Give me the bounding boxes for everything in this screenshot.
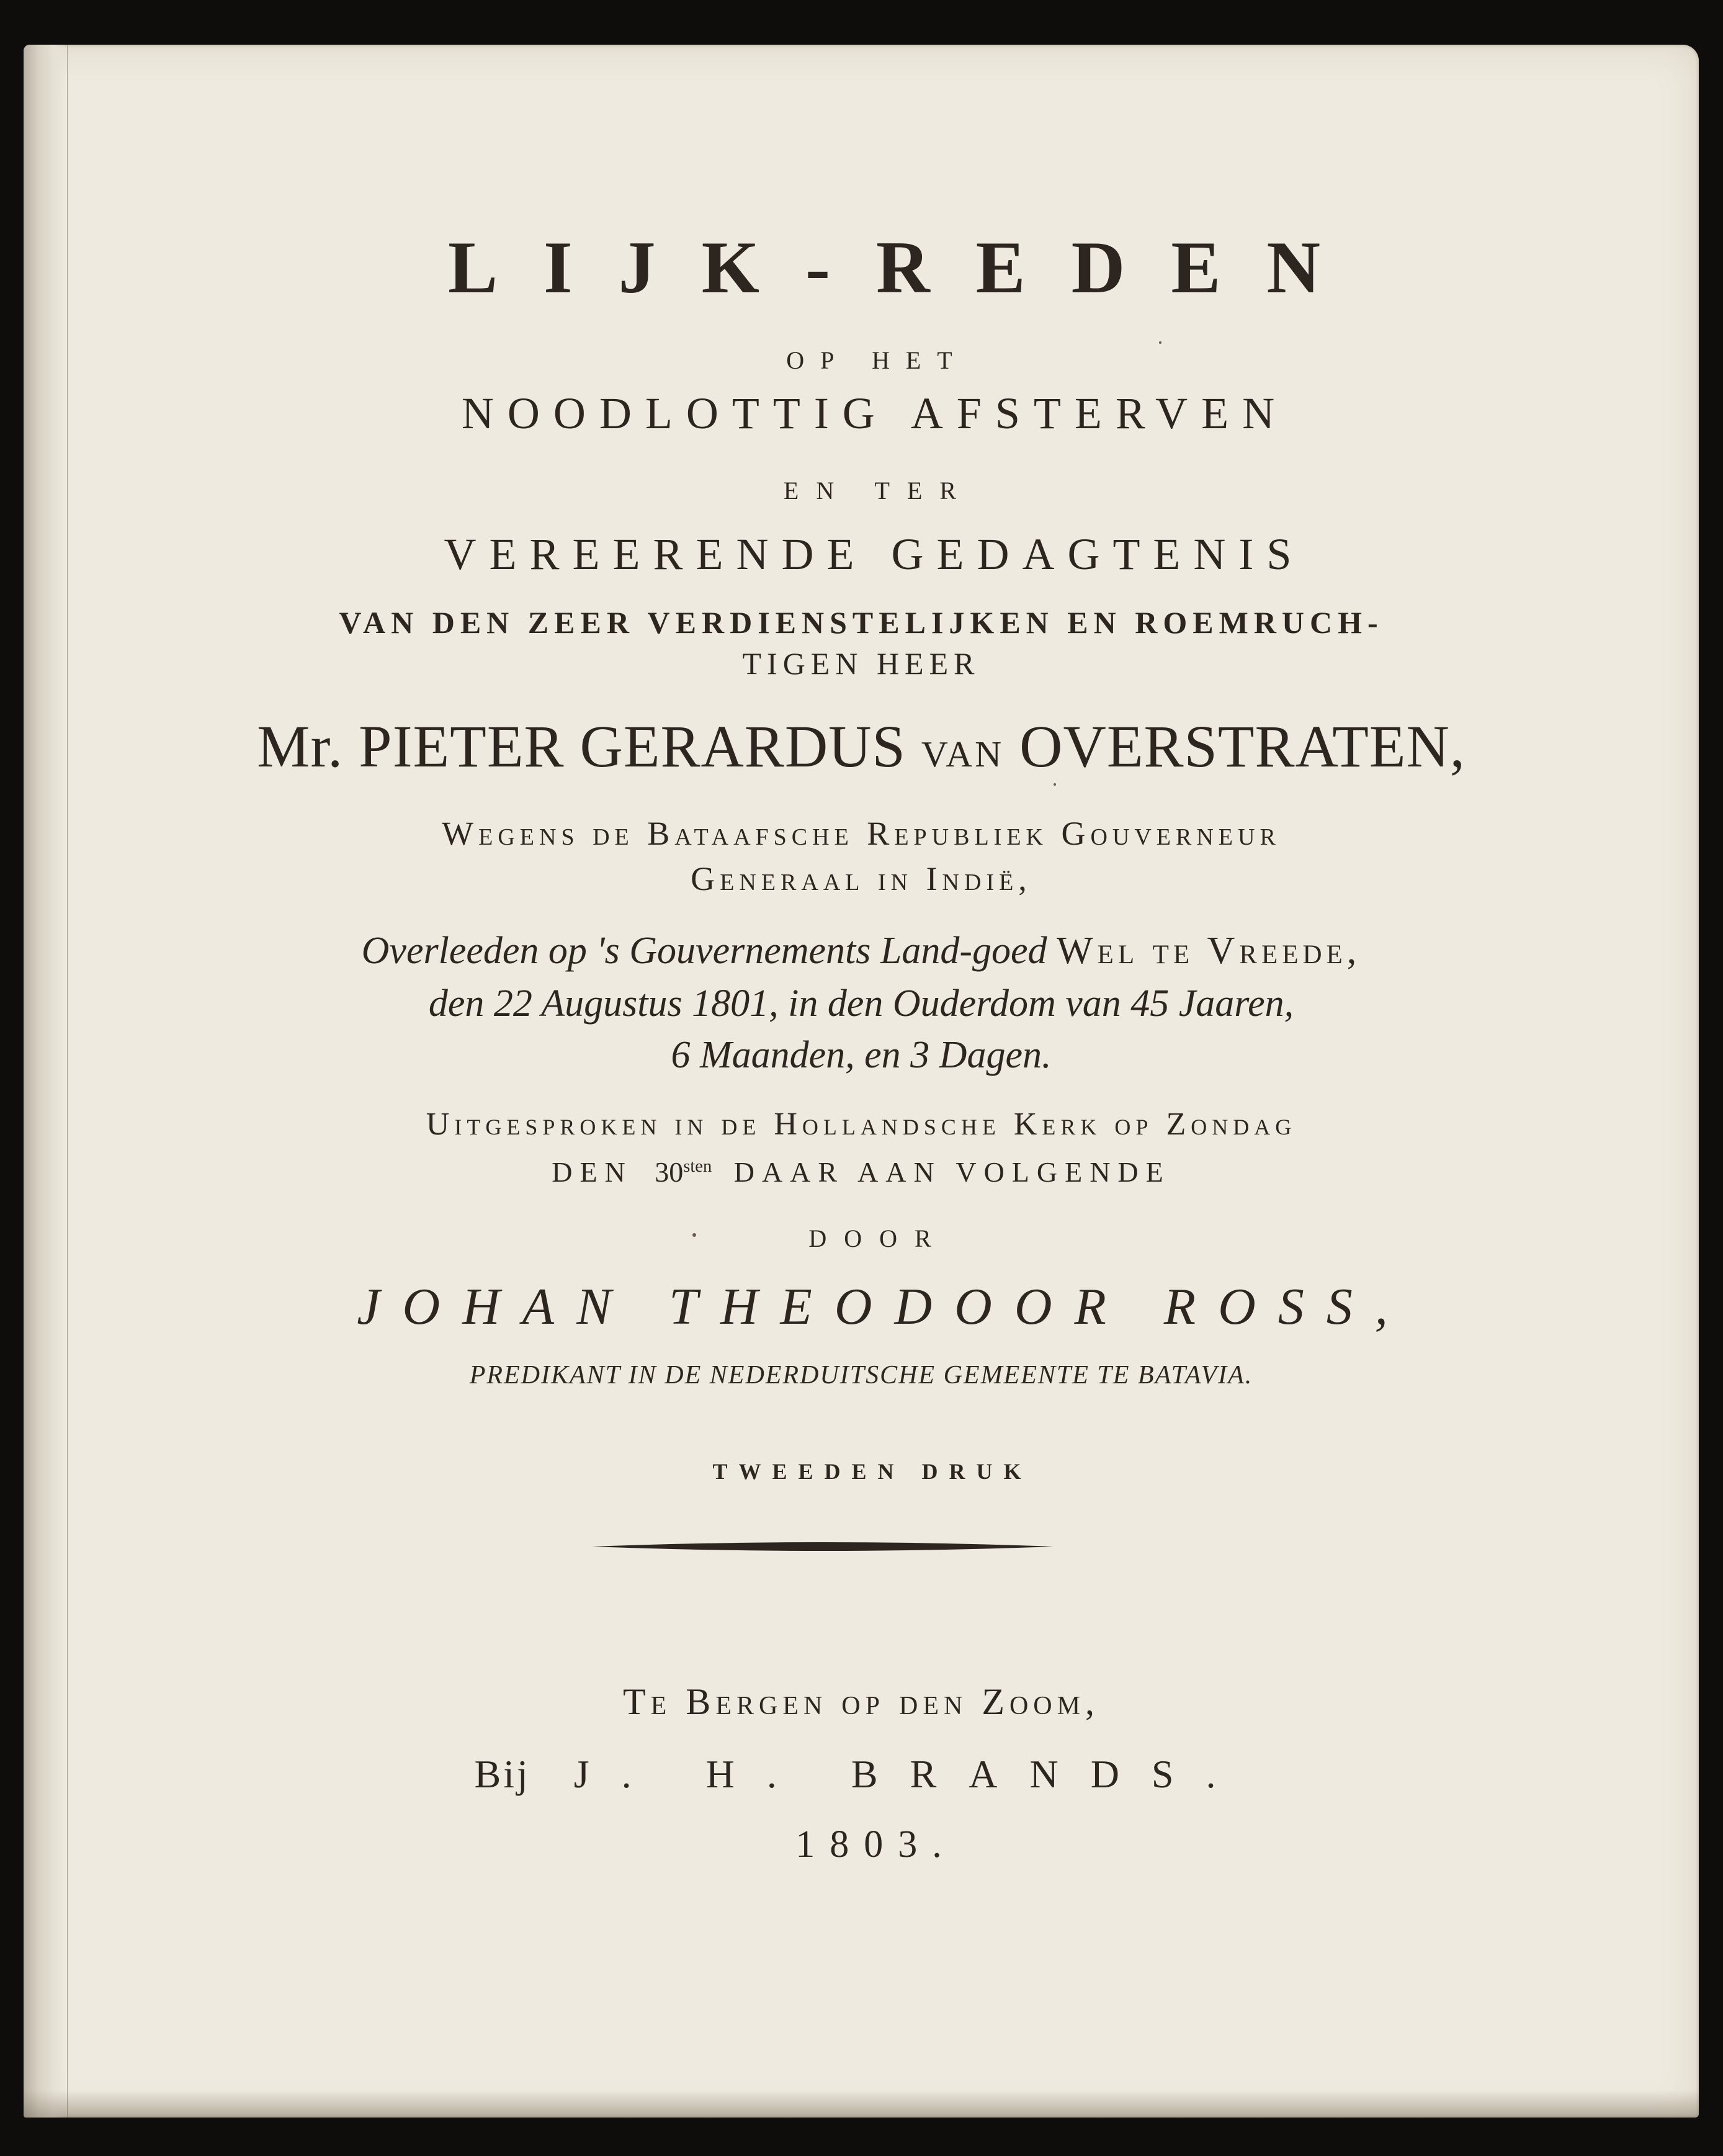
edition-line: TWEEDEN DRUK (712, 1459, 1032, 1484)
line-overleeden (24, 929, 1699, 973)
printer-bij: Bij (474, 1752, 530, 1796)
line-en-ter: EN TER (783, 477, 974, 505)
name-van: VAN (921, 734, 1005, 775)
book-title: LIJK-REDEN (447, 226, 1367, 308)
overleeden-text: Overleeden op 's Gouvernements Land-goed (361, 930, 1047, 972)
line-uitgesproken: Uitgesproken in de Hollandsche Kerk op Zondag (426, 1107, 1297, 1142)
name-prefix: Mr. (257, 713, 344, 779)
imprint-printer (24, 1751, 1699, 1797)
name-last: OVERSTRATEN, (1019, 713, 1466, 779)
ornamental-rule (592, 1534, 1054, 1559)
subject-name (24, 712, 1699, 781)
page-bottom-edge (24, 2090, 1699, 2118)
day-suffix: sten (683, 1157, 712, 1177)
line-van-den-zeer: VAN DEN ZEER VERDIENSTELIJKEN EN ROEMRUCH- (339, 605, 1384, 640)
line-op-het: OP HET (786, 346, 969, 374)
wel-te-vreede: Wel te Vreede, (1057, 930, 1361, 972)
line-noodlottig: NOODLOTTIG AFSTERVEN (461, 389, 1289, 438)
line-date: den 22 Augustus 1801, in den Ouderdom van 45 Jaaren, (428, 982, 1294, 1025)
line-door: DOOR (808, 1224, 949, 1252)
ink-speck (1159, 341, 1161, 344)
daar-aan-volgende: DAAR AAN VOLGENDE (733, 1156, 1171, 1188)
imprint-year: 1803. (795, 1823, 957, 1866)
day-number: 30 (655, 1156, 684, 1188)
line-den-30sten (24, 1156, 1699, 1188)
author-title: PREDIKANT IN DE NEDERDUITSCHE GEMEENTE TE BATAVIA. (469, 1361, 1253, 1390)
ink-speck (692, 1233, 696, 1237)
line-generaal: Generaal in Indië, (691, 860, 1032, 897)
ink-speck (1054, 783, 1056, 786)
printer-name: J. H. BRANDS. (573, 1752, 1248, 1796)
den-word: DEN (552, 1156, 633, 1188)
name-main: PIETER GERARDUS (359, 713, 906, 779)
line-wegens: Wegens de Bataafsche Republiek Gouverneur (442, 815, 1281, 852)
author-name: JOHAN THEODOOR ROSS, (357, 1278, 1410, 1336)
line-age: 6 Maanden, en 3 Dagen. (671, 1034, 1052, 1076)
line-vereerende: VEREERENDE GEDAGTENIS (444, 529, 1305, 579)
imprint-place: Te Bergen op den Zoom, (623, 1681, 1099, 1722)
title-page (24, 45, 1699, 2118)
line-tigen-heer: TIGEN HEER (742, 646, 980, 681)
